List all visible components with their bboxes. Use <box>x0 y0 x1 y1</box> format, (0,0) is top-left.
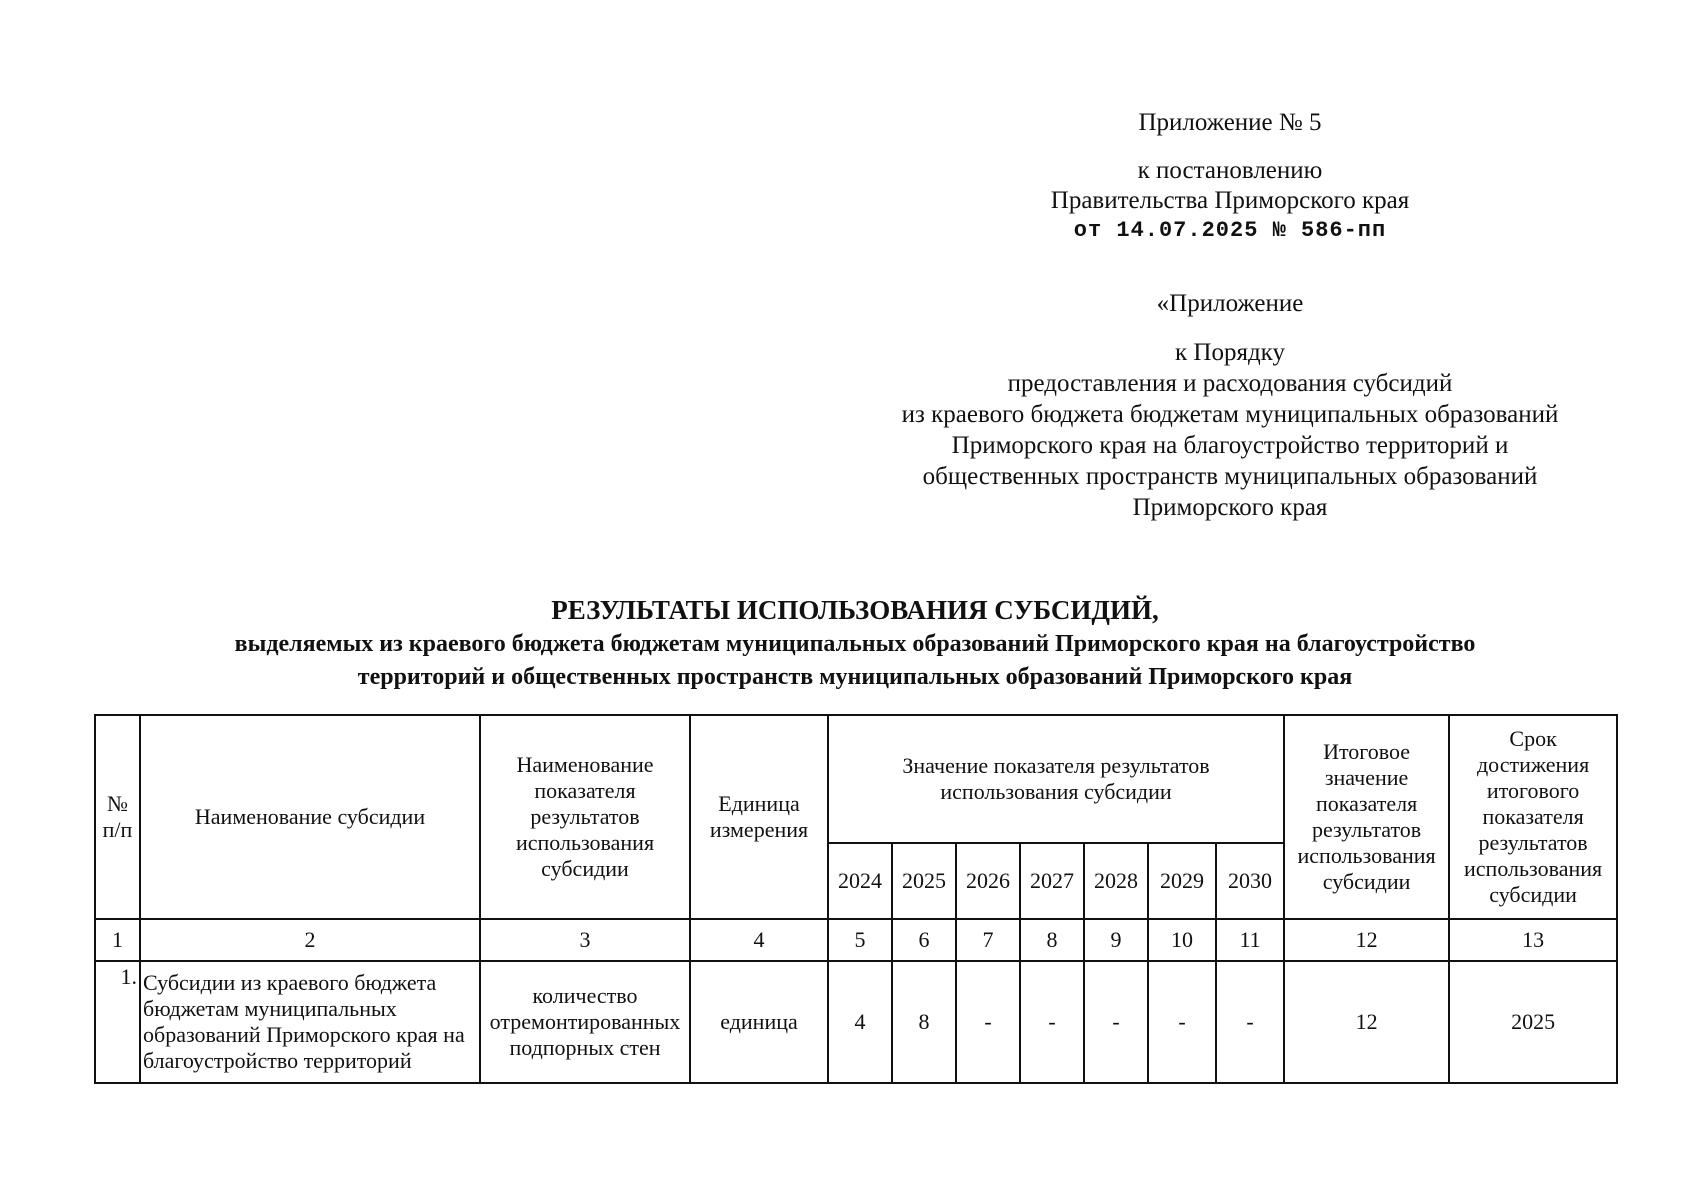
column-number: 7 <box>956 919 1020 961</box>
header-year: 2026 <box>956 843 1020 919</box>
header-unit: Единица измерения <box>690 715 828 919</box>
header-year: 2030 <box>1216 843 1284 919</box>
column-number: 9 <box>1084 919 1148 961</box>
table-row <box>95 961 1617 1083</box>
to-resolution-line: к постановлению <box>1137 157 1323 184</box>
row-value: - <box>1084 961 1148 1083</box>
header-year: 2027 <box>1020 843 1084 919</box>
order-reference <box>840 337 1620 523</box>
row-value: - <box>1148 961 1216 1083</box>
subtitle-line: территорий и общественных пространств муниципальных образований Приморского края <box>357 664 1353 690</box>
header-year: 2024 <box>828 843 892 919</box>
header-subsidy-name: Наименование субсидии <box>140 715 480 919</box>
row-subsidy-name: Субсидии из краевого бюджета бюджетам муниципальных образований Приморского края на благоустройство территорий <box>140 961 480 1083</box>
document-subtitle <box>90 628 1620 694</box>
row-value: 8 <box>892 961 956 1083</box>
order-line: предоставления и расходования субсидий <box>1007 370 1453 397</box>
document-title: РЕЗУЛЬТАТЫ ИСПОЛЬЗОВАНИЯ СУБСИДИЙ, <box>551 595 1159 625</box>
header-final-value: Итоговое значение показателя результатов использования субсидии <box>1284 715 1449 919</box>
row-unit: единица <box>690 961 828 1083</box>
row-value: - <box>956 961 1020 1083</box>
column-number: 6 <box>892 919 956 961</box>
order-appendix-title: «Приложение <box>1156 290 1304 317</box>
column-number: 13 <box>1449 919 1617 961</box>
header-values-group: Значение показателя результатов использования субсидии <box>828 715 1284 843</box>
column-number: 5 <box>828 919 892 961</box>
order-line: Приморского края <box>1132 494 1328 521</box>
order-line: Приморского края на благоустройство территорий и <box>951 432 1509 459</box>
column-number: 8 <box>1020 919 1084 961</box>
column-number: 10 <box>1148 919 1216 961</box>
government-line: Правительства Приморского края <box>1050 187 1410 214</box>
order-line: из краевого бюджета бюджетам муниципальных образований <box>901 401 1559 428</box>
row-value: 4 <box>828 961 892 1083</box>
column-number: 4 <box>690 919 828 961</box>
subtitle-line: выделяемых из краевого бюджета бюджетам муниципальных образований Приморского края на благоустройство <box>234 631 1476 657</box>
column-number: 2 <box>140 919 480 961</box>
row-final-value: 12 <box>1284 961 1449 1083</box>
results-table <box>94 714 1618 1084</box>
column-number: 1 <box>95 919 140 961</box>
appendix-title: Приложение № 5 <box>1138 109 1322 136</box>
column-number-row <box>95 919 1617 961</box>
row-value: - <box>1020 961 1084 1083</box>
header-row <box>95 715 1617 843</box>
column-number: 3 <box>480 919 690 961</box>
header-deadline: Срок достижения итогового показателя результатов использования субсидии <box>1449 715 1617 919</box>
header-year: 2025 <box>892 843 956 919</box>
row-num: 1. <box>95 961 140 1083</box>
column-number: 12 <box>1284 919 1449 961</box>
header-year: 2029 <box>1148 843 1216 919</box>
header-indicator-name: Наименование показателя результатов использования субсидии <box>480 715 690 919</box>
header-year: 2028 <box>1084 843 1148 919</box>
row-indicator-name: количество отремонтированных подпорных стен <box>480 961 690 1083</box>
row-deadline: 2025 <box>1449 961 1617 1083</box>
resolution-reference <box>860 156 1600 246</box>
row-value: - <box>1216 961 1284 1083</box>
order-line: общественных пространств муниципальных образований <box>922 463 1538 490</box>
column-number: 11 <box>1216 919 1284 961</box>
decree-number: от 14.07.2025 № 586-пп <box>1073 218 1387 243</box>
order-line: к Порядку <box>1175 339 1285 366</box>
header-num: № п/п <box>95 715 140 919</box>
